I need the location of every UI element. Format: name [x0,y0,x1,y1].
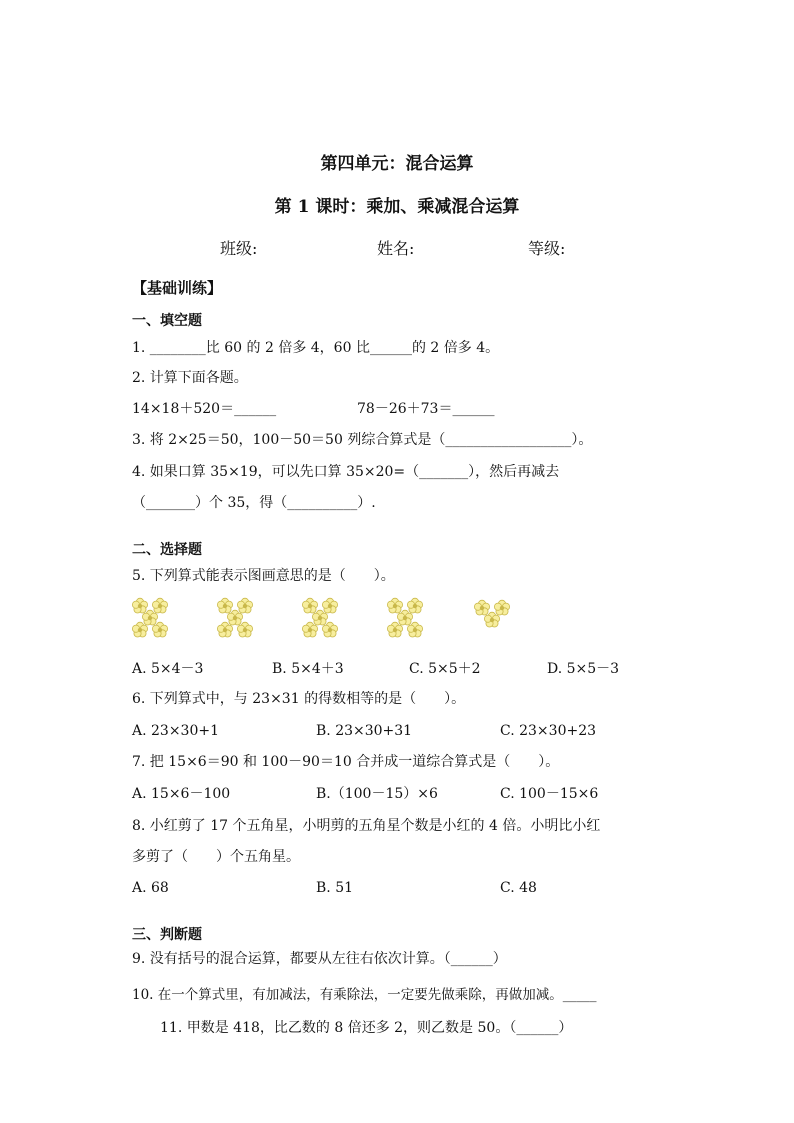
lesson-title: 第 1 课时：乘加、乘减混合运算 [274,197,520,217]
section-basic-training: 【基础训练】 [132,279,223,297]
flower-group [130,596,180,642]
question-10: 10. 在一个算式里，有加减法，有乘除法，一定要先做乘除，再做加减。_____ [132,987,597,1003]
q6-option-b: B. 23×30+31 [316,723,413,739]
question-6: 6. 下列算式中，与 23×31 的得数相等的是（ ）。 [132,691,466,707]
flower-icon [474,600,489,615]
question-4-line2: （_______）个 35，得（__________）. [132,495,376,511]
flower-group [385,596,435,642]
question-2: 2. 计算下面各题。 [132,370,248,386]
q8-option-b: B. 51 [316,880,354,896]
flower-icon [237,598,252,613]
flower-icon [217,598,232,613]
q5-option-a: A. 5×4－3 [132,661,204,677]
q5-option-d: D. 5×5－3 [547,661,620,677]
flower-icon [322,598,337,613]
question-7: 7. 把 15×6＝90 和 100－90＝10 合并成一道综合算式是（ ）。 [132,754,560,770]
q7-option-c: C. 100－15×6 [500,786,599,802]
flower-group [215,596,265,642]
question-5: 5. 下列算式能表示图画意思的是（ ）。 [132,568,395,584]
q5-option-c: C. 5×5＋2 [409,661,481,677]
question-2b: 78－26＋73＝______ [357,401,495,417]
flower-icon [407,598,422,613]
judge-heading: 三、判断题 [132,927,202,943]
question-8-line1: 8. 小红剪了 17 个五角星，小明剪的五角星个数是小红的 4 倍。小明比小红 [132,818,601,834]
question-2a: 14×18＋520＝______ [132,401,277,417]
flower-group [300,596,350,642]
question-8-line2: 多剪了（ ）个五角星。 [132,849,300,865]
q8-option-a: A. 68 [132,880,169,896]
name-label: 姓名: [377,239,415,258]
flower-icon [387,598,402,613]
q7-option-b: B.（100－15）×6 [316,786,438,802]
fill-in-heading: 一、填空题 [132,313,202,329]
unit-title: 第四单元：混合运算 [320,154,474,174]
question-1: 1. ________比 60 的 2 倍多 4，60 比______的 2 倍多 4。 [132,340,500,356]
q6-option-a: A. 23×30+1 [132,723,220,739]
choice-heading: 二、选择题 [132,542,202,558]
q5-option-b: B. 5×4＋3 [272,661,344,677]
flower-picture [130,596,530,642]
class-label: 班级: [220,239,258,258]
q6-option-c: C. 23×30+23 [500,723,597,739]
grade-label: 等级: [528,239,566,258]
q7-option-a: A. 15×6－100 [132,786,231,802]
flower-group [470,596,520,642]
question-11: 11. 甲数是 418，比乙数的 8 倍还多 2，则乙数是 50。（______） [160,1020,573,1036]
flower-icon [132,598,147,613]
question-3: 3. 将 2×25＝50，100－50＝50 列综合算式是（__________________）。 [132,432,593,448]
question-9: 9. 没有括号的混合运算，都要从左往右依次计算。（______） [132,951,507,967]
q8-option-c: C. 48 [500,880,537,896]
flower-icon [152,598,167,613]
flower-icon [494,600,509,615]
question-4-line1: 4. 如果口算 35×19，可以先口算 35×20=（_______），然后再减去 [132,464,560,480]
flower-icon [302,598,317,613]
